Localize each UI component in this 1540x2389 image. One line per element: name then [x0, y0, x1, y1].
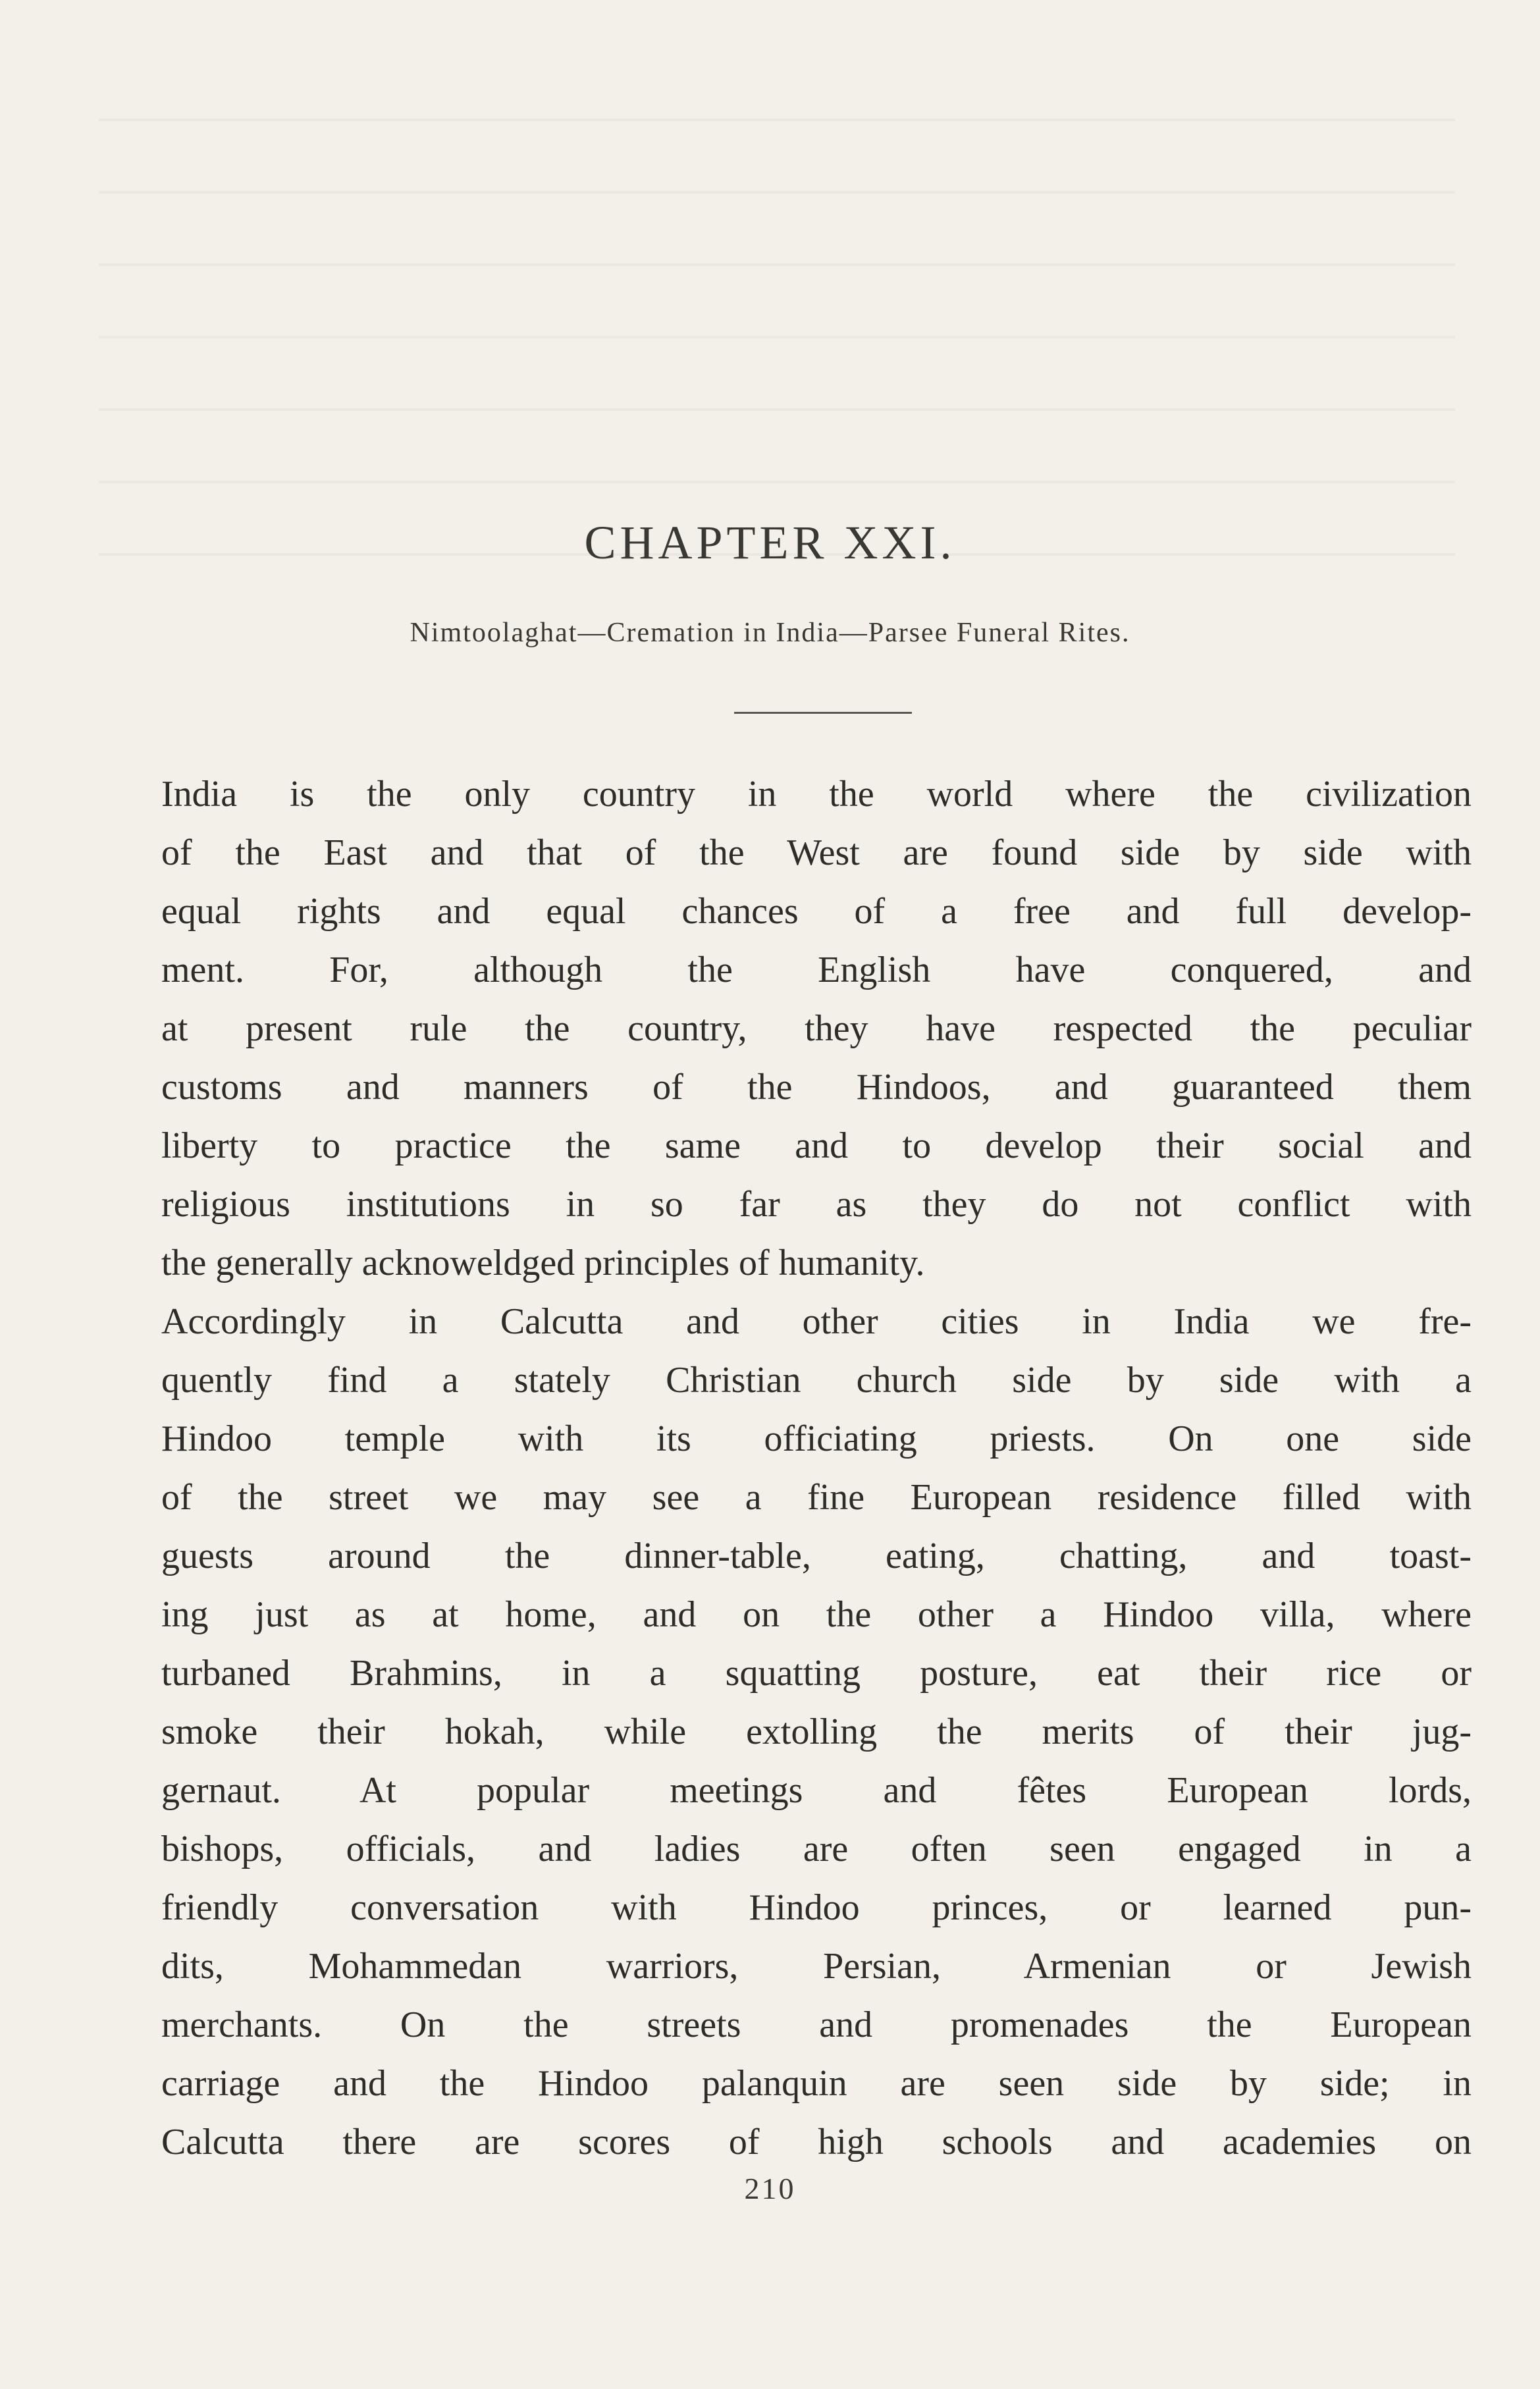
- text-line: merchants. On the streets and promenades the European: [161, 2004, 1472, 2045]
- text-line: bishops, officials, and ladies are often seen engaged in a: [161, 1829, 1472, 1869]
- text-line: turbaned Brahmins, in a squatting posture, eat their rice or: [161, 1653, 1472, 1694]
- text-line: religious institutions in so far as they do not conflict with: [161, 1184, 1472, 1225]
- text-line: smoke their hokah, while extolling the merits of their jug-: [161, 1711, 1472, 1752]
- text-line: of the East and that of the West are found side by side with: [161, 832, 1472, 873]
- text-line: Hindoo temple with its officiating priests. On one side: [161, 1418, 1472, 1459]
- text-line: equal rights and equal chances of a free and full develop-: [161, 891, 1472, 932]
- text-line: liberty to practice the same and to develop their social and: [161, 1125, 1472, 1166]
- text-line: customs and manners of the Hindoos, and guaranteed them: [161, 1067, 1472, 1108]
- body-text: [161, 765, 1472, 2172]
- text-line: dits, Mohammedan warriors, Persian, Armenian or Jewish: [161, 1946, 1472, 1987]
- chapter-title: CHAPTER XXI.: [584, 516, 956, 569]
- text-line: friendly conversation with Hindoo princes, or learned pun-: [161, 1887, 1472, 1928]
- section-divider: [734, 712, 912, 714]
- text-line: quently find a stately Christian church side by side with a: [161, 1360, 1472, 1401]
- text-line: carriage and the Hindoo palanquin are seen side by side; in: [161, 2063, 1472, 2104]
- text-line: Calcutta there are scores of high schools and academies on: [161, 2122, 1472, 2162]
- page-number: 210: [744, 2172, 796, 2205]
- text-line: of the street we may see a fine European residence filled with: [161, 1477, 1472, 1518]
- text-line: India is the only country in the world where the civilization: [161, 774, 1472, 815]
- text-line: ing just as at home, and on the other a Hindoo villa, where: [161, 1594, 1472, 1635]
- show-through-text: [99, 79, 1455, 579]
- text-line: Accordingly in Calcutta and other cities in India we fre-: [161, 1301, 1472, 1342]
- chapter-subtitle: Nimtoolaghat—Cremation in India—Parsee Funeral Rites.: [410, 618, 1130, 648]
- text-line: guests around the dinner-table, eating, chatting, and toast-: [161, 1536, 1472, 1576]
- text-line: at present rule the country, they have respected the peculiar: [161, 1008, 1472, 1049]
- text-line: the generally acknoweldged principles of humanity.: [161, 1243, 925, 1283]
- text-line: gernaut. At popular meetings and fêtes European lords,: [161, 1770, 1472, 1811]
- text-line: ment. For, although the English have conquered, and: [161, 950, 1472, 990]
